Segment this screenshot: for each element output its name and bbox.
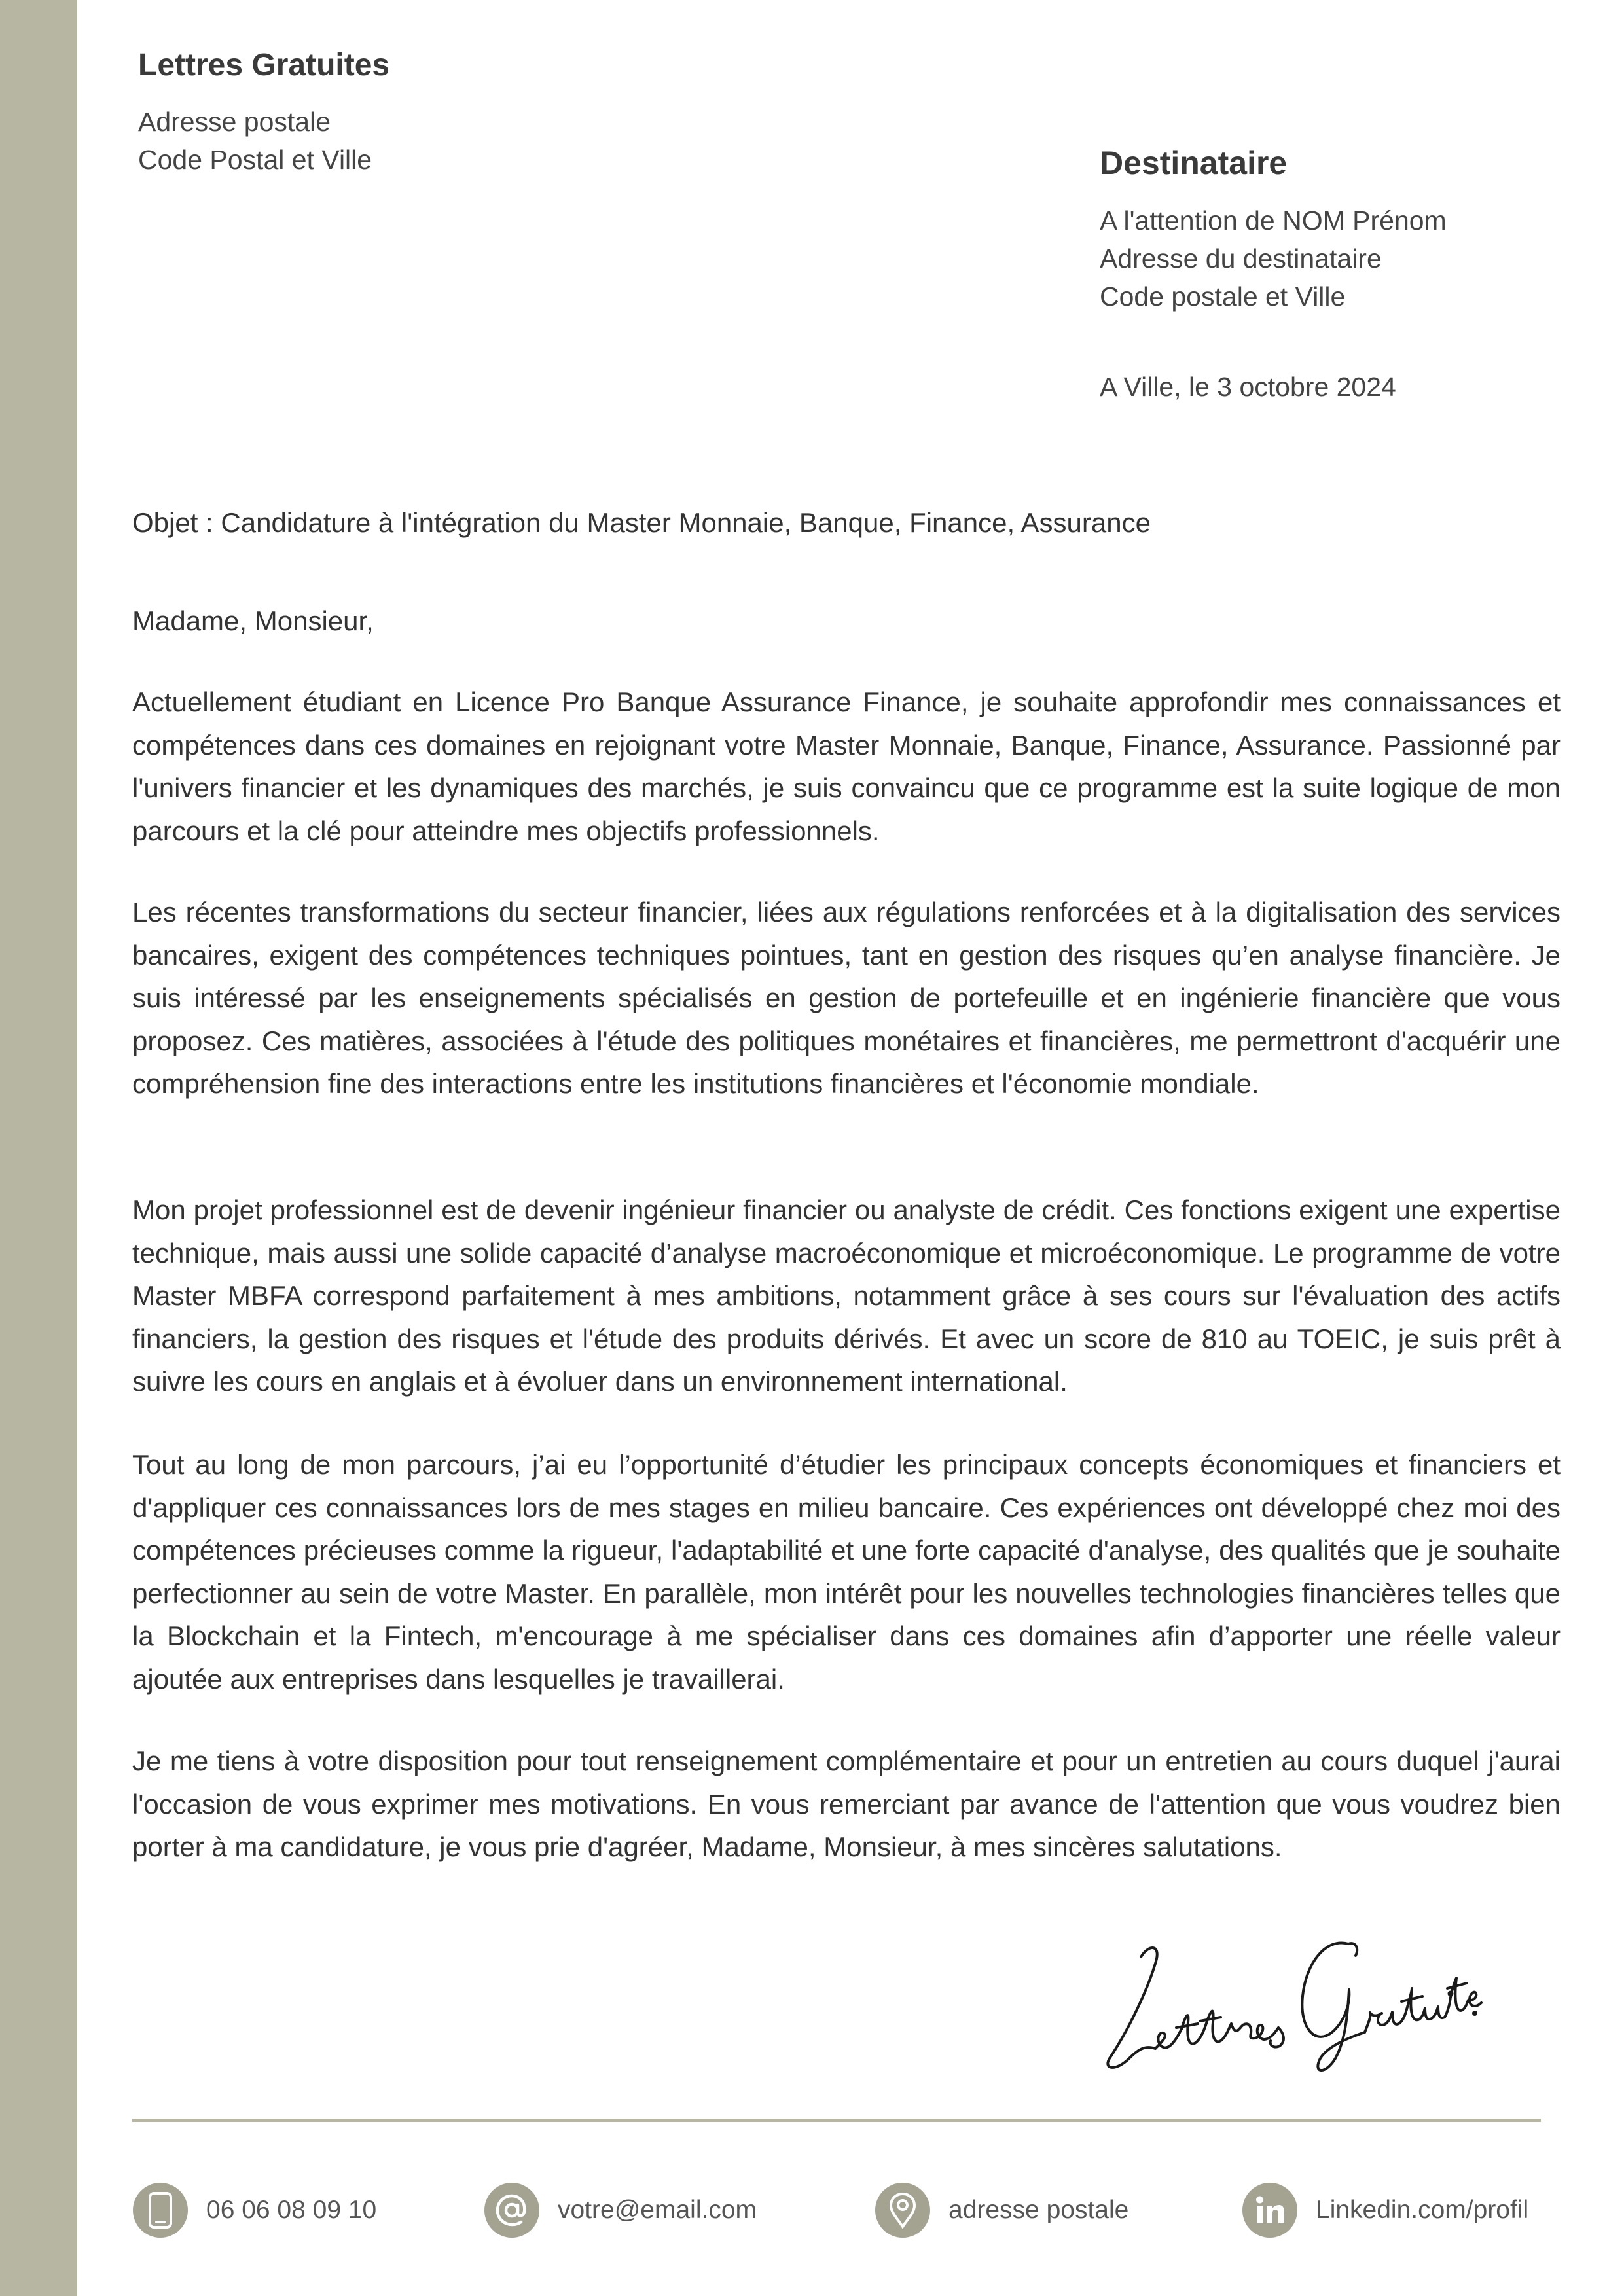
sender-block xyxy=(138,47,389,179)
paragraph-closing: Je me tiens à votre disposition pour tout renseignement complémentaire et pour un entretien au cours duquel j'aurai l'occasion de vous exprimer mes motivations. En vous remerciant par avance de l'attention que vous voudrez bien porter à ma candidature, je vous prie d'agréer, Madame, Monsieur, à mes sincères salutations. xyxy=(132,1746,1561,1862)
salutation: Madame, Monsieur, xyxy=(132,605,374,636)
recipient-attention: A l'attention de NOM Prénom xyxy=(1100,206,1447,236)
paragraph-experience: Tout au long de mon parcours, j’ai eu l’opportunité d’étudier les principaux concepts économiques et financiers et d'appliquer ces connaissances lors de mes stages en milieu bancaire. Ces expériences ont développé chez moi des compétences précieuses comme la rigueur, l'adaptabilité et une forte capacité d'analyse, des qualités que je souhaite perfectionner au sein de votre Master. En parallèle, mon intérêt pour les nouvelles technologies financières telles que la Blockchain et la Fintech, m'encourage à me spécialiser dans ces domaines afin d’apporter une réelle valeur ajoutée aux entreprises dans lesquelles je travaillerai. xyxy=(132,1449,1561,1695)
at-sign-icon xyxy=(484,2183,539,2238)
recipient-city: Code postale et Ville xyxy=(1100,281,1346,312)
contact-phone xyxy=(133,2183,376,2238)
phone-icon xyxy=(133,2183,188,2238)
sender-city: Code Postal et Ville xyxy=(138,145,372,175)
contact-linkedin xyxy=(1242,2183,1528,2238)
linkedin-icon xyxy=(1242,2183,1297,2238)
sender-name: Lettres Gratuites xyxy=(138,48,390,82)
contact-address-text: adresse postale xyxy=(948,2196,1129,2224)
recipient-block xyxy=(1100,144,1447,315)
subject-line: Objet : Candidature à l'intégration du Master Monnaie, Banque, Finance, Assurance xyxy=(132,507,1151,538)
date-line: A Ville, le 3 octobre 2024 xyxy=(1100,372,1396,402)
contact-linkedin-text: Linkedin.com/profil xyxy=(1316,2196,1529,2224)
contact-address xyxy=(875,2183,1128,2238)
side-accent-bar xyxy=(0,0,77,2296)
recipient-address: Adresse du destinataire xyxy=(1100,243,1382,274)
handwritten-signature xyxy=(1090,1918,1483,2088)
paragraph-sector: Les récentes transformations du secteur financier, liées aux régulations renforcées et à la digitalisation des services bancaires, exigent des compétences techniques pointues, tant en gestion des risques qu’en analyse financière. Je suis intéressé par les enseignements spécialisés en gestion de portefeuille et en ingénierie financière que vous proposez. Ces matières, associées à l'étude des politiques monétaires et financières, me permettront d'acquérir une compréhension fine des interactions entre les institutions financières et l'économie mondiale. xyxy=(132,897,1561,1099)
contact-email-text: votre@email.com xyxy=(558,2196,757,2224)
contact-phone-text: 06 06 08 09 10 xyxy=(206,2196,377,2224)
paragraph-project: Mon projet professionnel est de devenir ingénieur financier ou analyste de crédit. Ces fonctions exigent une expertise technique, mais aussi une solide capacité d’analyse macroéconomique et microéconomique. Le programme de votre Master MBFA correspond parfaitement à mes ambitions, notamment grâce à ses cours sur l'évaluation des actifs financiers, la gestion des risques et l'étude des produits dérivés. Et avec un score de 810 au TOEIC, je suis prêt à suivre les cours en anglais et à évoluer dans un environnement international. xyxy=(132,1194,1561,1397)
paragraph-intro: Actuellement étudiant en Licence Pro Banque Assurance Finance, je souhaite approfondir mes connaissances et compétences dans ces domaines en rejoignant votre Master Monnaie, Banque, Finance, Assurance. Passionné par l'univers financier et les dynamiques des marchés, je suis convaincu que ce programme est la suite logique de mon parcours et la clé pour atteindre mes objectifs professionnels. xyxy=(132,687,1561,846)
map-pin-icon xyxy=(875,2183,930,2238)
footer-divider xyxy=(132,2119,1541,2122)
contact-email xyxy=(484,2183,757,2238)
recipient-title: Destinataire xyxy=(1100,145,1288,181)
sender-address: Adresse postale xyxy=(138,107,331,137)
